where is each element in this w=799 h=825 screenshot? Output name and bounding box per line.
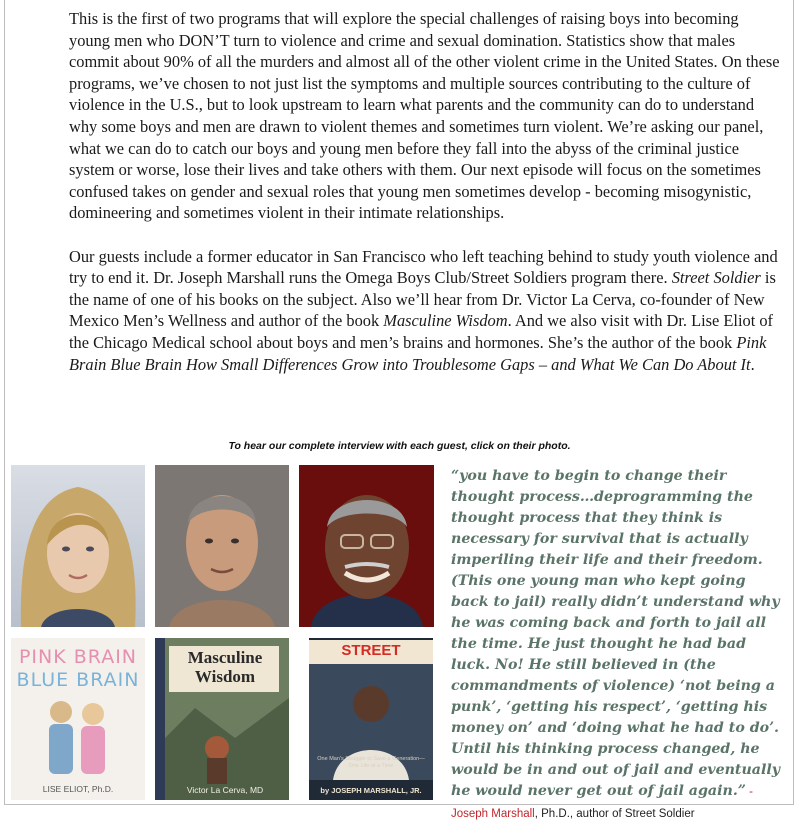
- book-cover-pink-brain-blue-brain[interactable]: [11, 638, 145, 800]
- book-ref-street-soldier: Street Soldier: [671, 268, 761, 288]
- book-title-street-soldier: STREET: [309, 640, 433, 684]
- intro-paragraph-1: This is the first of two programs that will explore the special challenges of raising boys into becoming young men who DON’T turn to violence and crime and sexual domination. Statistics show that males commit about 90% of all the murders and almost all of the other violent crime in the United States. On these programs, we’ve chosen to not just list the symptoms and multiple sources contributing to the culture of violence in the U.S., but to look upstream to learn what parents and the community can do to understand why some boys and men are drawn to violent themes and sometimes turn violent. We’re asking our panel, what we can do to catch our boys and young men before they fall into the abyss of the criminal justice system or worse, lose their lives and take others with them. Our next episode will focus on the sometimes confused takes on gender and sexual roles that young men sometimes develop - becoming misogynistic, domineering and sometimes violent in their intimate relationships.: [69, 9, 780, 223]
- book-ref-masculine-wisdom: Masculine Wisdom: [383, 311, 508, 331]
- book-title-pink: PINK BRAIN: [18, 646, 138, 668]
- photo-victor-la-cerva[interactable]: [155, 465, 289, 627]
- photo-joseph-marshall[interactable]: [299, 465, 434, 627]
- book-ref-pink-brain: Pink Brain Blue Brain How Small Differences Grow into Troublesome Gaps – and What We Can Do About It: [69, 332, 767, 374]
- intro-text: [69, 8, 781, 375]
- book-title-masculine: Masculine: [187, 648, 263, 667]
- photo-lise-eliot[interactable]: [11, 465, 145, 627]
- intro-p2-e: . And we also visit with Dr. Lise Eliot of the Chicago Medical school about boys and men’s brains and hormones. She’s the author of the book: [69, 311, 774, 352]
- book-cover-street-soldier[interactable]: [309, 638, 433, 800]
- quote-credentials: , Ph.D., author of Street Soldier: [534, 808, 695, 820]
- photo-caption: To hear our complete interview with each guest, click on their photo.: [228, 440, 571, 452]
- book-author-masculine: Victor La Cerva, MD: [186, 785, 264, 795]
- intro-p2-a: Our guests include a former educator in San Francisco who left teaching behind to study youth violence and try to end it. Dr. Joseph Marshall runs the Omega Boys Club/Street Soldiers program there.: [69, 246, 778, 288]
- book-title-wisdom: Wisdom: [194, 667, 256, 686]
- intro-paragraph-2: [69, 246, 781, 376]
- book-title-blue: BLUE BRAIN: [16, 669, 140, 691]
- quote-author-link[interactable]: Joseph Marshall: [451, 808, 535, 820]
- quote-dash: -: [745, 786, 753, 798]
- book-author-street-soldier: by JOSEPH MARSHALL, JR.: [320, 786, 422, 795]
- book-author-pink: LISE ELIOT, Ph.D.: [42, 784, 114, 794]
- intro-p2-g: .: [750, 354, 755, 374]
- intro-p2-c: is the name of one of his books on the subject. Also we’ll hear from Dr. Victor La Cerva, co-founder of New Mexico Men’s Wellness and author of the book: [69, 268, 776, 331]
- quote-block: [451, 466, 787, 825]
- book-cover-masculine-wisdom[interactable]: [155, 638, 289, 800]
- quote-text: “you have to begin to change their thought process…deprogramming the thought process that they think is necessary for survival that is actually imperiling their life and their freedom. (This one young man who kept going back to jail) really didn’t understand why he was coming back and forth to jail all the time. He just thought he had bad luck. No! He still believed in (the commandments of violence) ‘not being a punk’, ‘getting his respect’, ‘getting his money on’ and ‘doing what he had to do’. Until his thinking process changed, he would be in and out of jail and eventually he would never get out of jail again.”: [451, 468, 781, 799]
- book-subtitle-street-soldier: One Man's Struggle to Save a Generation— One Life at a Time: [317, 756, 425, 769]
